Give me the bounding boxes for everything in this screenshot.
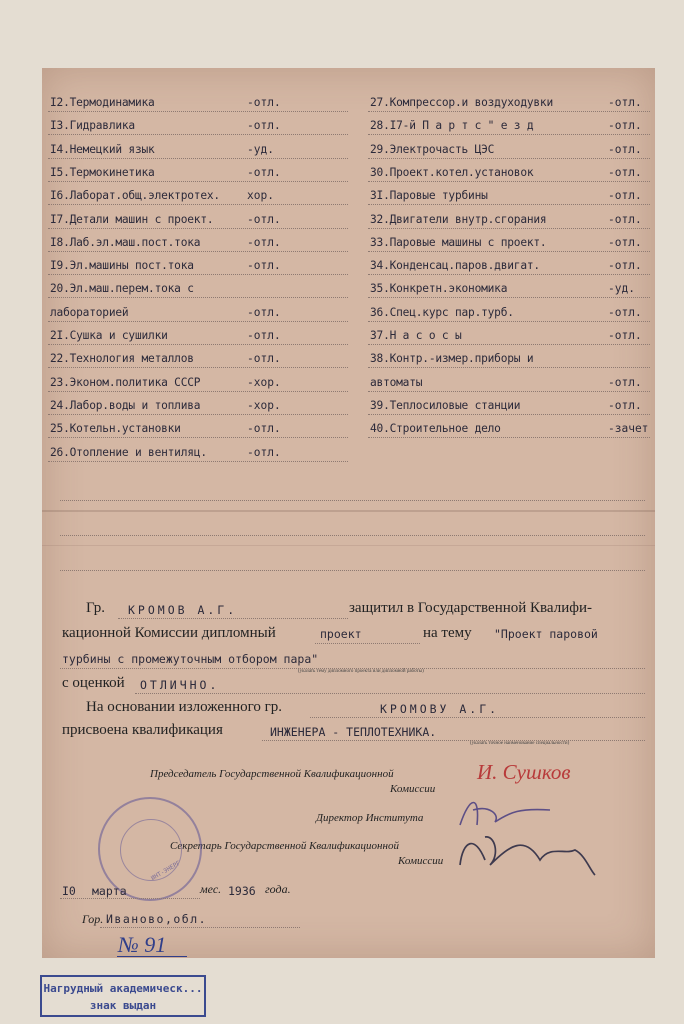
course-name: I4.Немецкий язык [50,142,155,156]
blank-line [60,535,645,536]
statement-text: защитил в Государственной Квалифи- [349,600,592,616]
course-name: 34.Конденсац.паров.двигат. [370,259,540,273]
chairman-title-2: Комиссии [390,783,436,795]
field-line [100,927,300,928]
statement-text: На основании изложенного гр. [86,699,283,715]
student-name: КРОМОВ А.Г. [128,603,238,617]
course-grade: -отл. [247,235,281,249]
course-name: I2.Термодинамика [50,96,155,109]
row-line [368,228,650,229]
course-grade: -отл. [247,119,281,133]
row-line [48,367,348,368]
course-grade: -отл. [247,329,281,342]
course-name: 32.Двигатели внутр.сгорания [370,212,547,226]
row-line [48,204,348,205]
row-line [368,367,650,368]
badge-issued-stamp [40,975,206,1017]
course-grade: -хор. [247,375,281,389]
final-grade: ОТЛИЧНО. [140,678,220,692]
statement-prefix: Гр. [86,600,105,616]
statement-text: с оценкой [62,675,125,691]
chairman-title: Председатель Государственной Квалификационной [150,768,394,780]
course-name: 25.Котельн.установки [50,422,181,436]
row-line [368,204,650,205]
secretary-signature [455,825,605,880]
row-line [48,181,348,182]
row-line [48,437,348,438]
badge-stamp-line1: Нагрудный академическ... [43,982,203,995]
field-line [310,717,645,718]
date-day: I0 [62,884,76,898]
topic-hint: (указать тему дипломного проекта или дипломной работы) [298,669,424,674]
course-grade: -отл. [608,96,642,109]
row-line [368,437,650,438]
chairman-signature: И. Сушков [477,760,571,784]
course-name: лабораторией [50,305,129,319]
statement-text: кационной Комиссии дипломный [62,625,276,641]
course-grade: -отл. [608,375,642,389]
field-line [262,740,645,741]
row-line [48,158,348,159]
place-city: Иваново,обл. [106,912,208,926]
course-grade: -зачет [608,422,649,436]
number-underline [117,956,187,957]
course-grade: -хор. [247,398,281,412]
course-name: I3.Гидравлика [50,119,135,133]
course-name: 30.Проект.котел.установок [370,165,534,179]
course-name: 24.Лабор.воды и топлива [50,398,201,412]
row-line [48,134,348,135]
course-grade: -отл. [608,235,642,249]
course-grade: -отл. [247,96,281,109]
course-name: 3I.Паровые турбины [370,189,488,203]
row-line [368,251,650,252]
row-line [48,344,348,345]
row-line [368,321,650,322]
date-year: 1936 [228,884,256,898]
course-name: 36.Спец.курс пар.турб. [370,305,514,319]
course-grade: -отл. [247,422,281,436]
project-word: проект [320,627,362,641]
course-grade: -отл. [247,305,281,319]
row-line [48,321,348,322]
project-topic: турбины с промежуточным отбором пара" [62,652,319,666]
course-grade: -отл. [247,165,281,179]
course-name: I9.Эл.машины пост.тока [50,259,194,273]
blank-line [60,500,645,501]
course-name: 27.Компрессор.и воздуходувки [370,96,553,109]
blank-line [60,570,645,571]
row-line [368,391,650,392]
course-grade: -отл. [608,165,642,179]
row-line [48,111,348,112]
course-name: 39.Теплосиловые станции [370,398,521,412]
row-line [368,158,650,159]
course-name: 2I.Сушка и сушилки [50,329,168,342]
course-grade: -отл. [608,142,642,156]
statement-text: присвоена квалификация [62,722,223,738]
course-name: 40.Строительное дело [370,422,501,436]
course-name: 28.I7-й П а р т с " е з д [370,119,534,133]
row-line [368,134,650,135]
row-line [48,228,348,229]
qualification-hint: (указать точное наименование специальности) [470,741,570,746]
course-name: I5.Термокинетика [50,165,155,179]
secretary-title: Секретарь Государственной Квалификационной [170,840,399,852]
course-grade: -отл. [608,189,642,203]
course-grade: -отл. [247,352,281,366]
row-line [368,111,650,112]
course-name: 22.Технология металлов [50,352,194,366]
place-prefix: Гор. [82,912,104,926]
badge-stamp-line2: знак выдан [89,999,157,1012]
row-line [48,297,348,298]
course-grade: -уд. [608,282,635,296]
row-line [368,297,650,298]
field-line [60,898,200,899]
registration-number: № 91 [118,932,167,957]
row-line [48,461,348,462]
fold-line-faint [42,545,655,546]
director-title: Директор Института [316,812,424,824]
date-year-label: года. [265,882,291,896]
date-month: марта [92,884,127,898]
row-line [48,251,348,252]
row-line [48,391,348,392]
course-grade: -отл. [608,398,642,412]
row-line [368,274,650,275]
course-grade: -уд. [247,142,274,156]
project-topic: "Проект паровой [494,627,598,641]
row-line [48,414,348,415]
field-line [118,618,348,619]
qualification: ИНЖЕНЕРА - ТЕПЛОТЕХНИКА. [270,725,437,739]
course-name: 33.Паровые машины с проект. [370,235,547,249]
row-line [368,181,650,182]
course-name: 20.Эл.маш.перем.тока с [50,282,194,296]
row-line [48,274,348,275]
course-grade: -отл. [608,212,642,226]
course-grade: -отл. [608,259,642,273]
course-grade: -отл. [247,445,281,459]
course-name: 35.Конкретн.экономика [370,282,508,296]
course-name: 37.Н а с о с ы [370,329,462,342]
course-grade: -отл. [247,212,281,226]
course-grade: хор. [247,189,274,203]
field-line [135,693,645,694]
course-grade: -отл. [247,259,281,273]
course-grade: -отл. [608,119,642,133]
course-name: I6.Лаборат.общ.электротех. [50,189,220,203]
course-name: I8.Лаб.эл.маш.пост.тока [50,235,201,249]
statement-text: на тему [423,625,472,641]
row-line [368,414,650,415]
date-mes: мес. [200,882,222,896]
course-name: автоматы [370,375,423,389]
course-grade: -отл. [608,329,642,342]
row-line [368,344,650,345]
course-name: 38.Контр.-измер.приборы и [370,352,534,366]
course-name: I7.Детали машин с проект. [50,212,214,226]
course-name: 26.Отопление и вентиляц. [50,445,207,459]
seal-text: ИНТ-ЭНЕРГ [150,859,182,883]
course-name: 29.Электрочасть ЦЭС [370,142,495,156]
field-line [315,643,420,644]
course-name: 23.Эконом.политика СССР [50,375,201,389]
student-name-dative: КРОМОВУ А.Г. [380,702,500,716]
secretary-title-2: Комиссии [398,855,444,867]
course-grade: -отл. [608,305,642,319]
fold-line [42,510,655,512]
